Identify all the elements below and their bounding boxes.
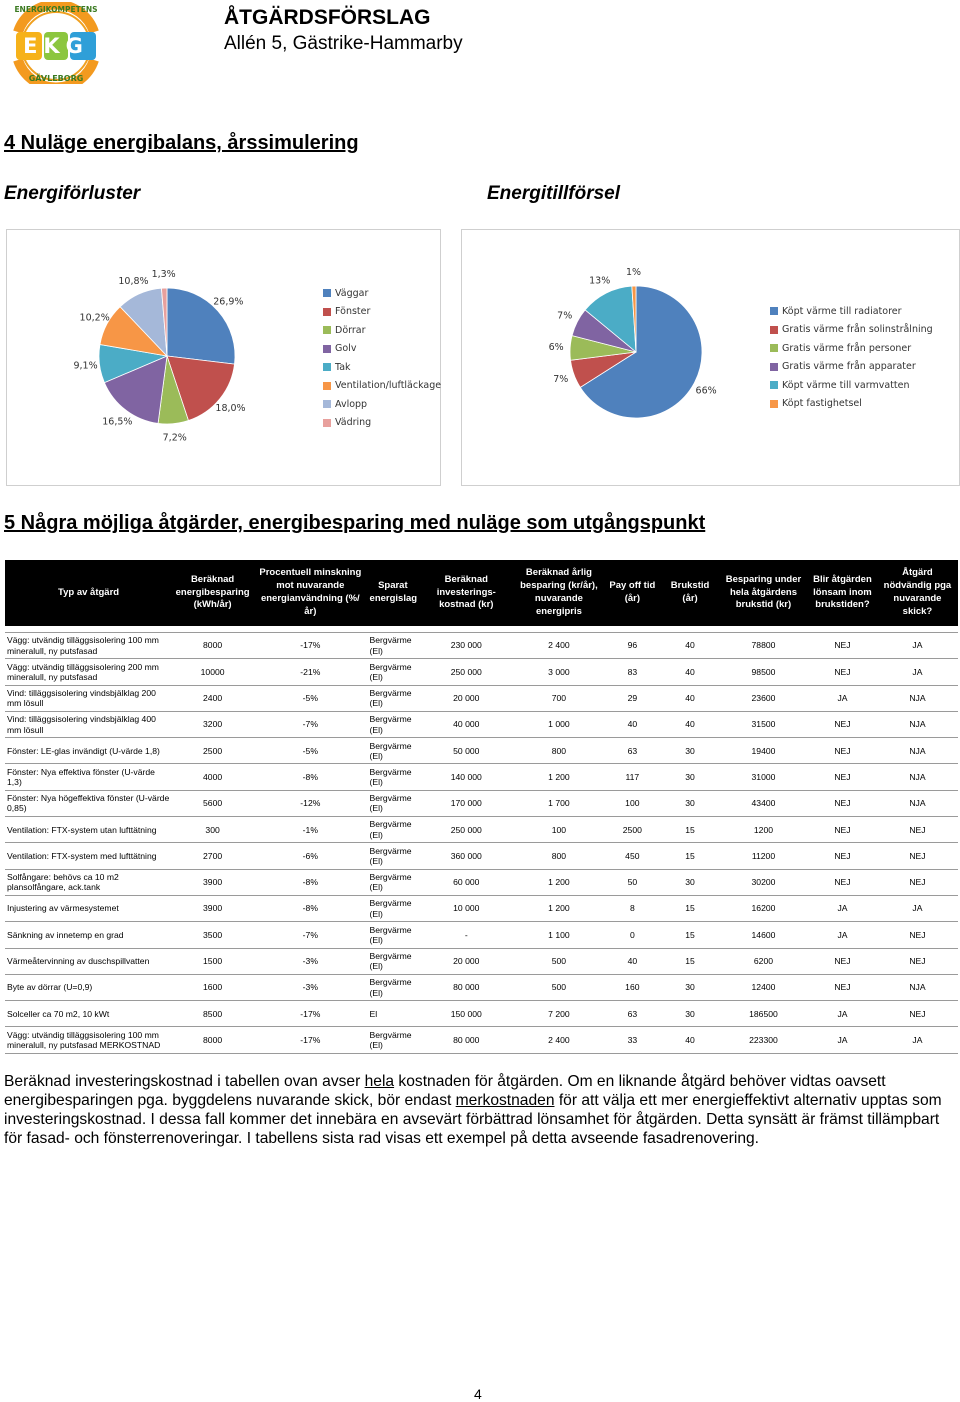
document-subtitle: Allén 5, Gästrike-Hammarby (224, 33, 463, 54)
loss-legend-label-4: Tak (335, 361, 351, 373)
table-cell: 40 (661, 685, 719, 711)
table-row (5, 659, 958, 685)
table-cell: NJA (877, 711, 958, 737)
table-cell: 1 200 (514, 764, 603, 790)
table-cell: 30 (661, 974, 719, 1000)
supply-legend-swatch-4 (770, 381, 778, 389)
table-cell: -3% (253, 948, 367, 974)
table-cell: Bergvärme (El) (368, 922, 419, 948)
table-cell: 20 000 (418, 948, 514, 974)
table-cell: -6% (253, 843, 367, 869)
table-row (5, 948, 958, 974)
table-cell: 40 (661, 711, 719, 737)
table-cell: 3900 (172, 895, 253, 921)
table-cell: - (418, 922, 514, 948)
table-cell: 2500 (172, 738, 253, 764)
table-cell: -5% (253, 685, 367, 711)
table-cell: 250 000 (418, 659, 514, 685)
loss-legend-label-1: Fönster (335, 306, 371, 318)
table-cell: 8500 (172, 1001, 253, 1027)
table-cell: JA (808, 1027, 877, 1053)
table-cell: Fönster: Nya högeffektiva fönster (U-värde 0,85) (5, 790, 172, 816)
table-cell: 96 (603, 633, 661, 659)
supply-legend-swatch-5 (770, 400, 778, 408)
loss-legend-label-7: Vädring (335, 417, 372, 429)
table-cell: 40 (603, 948, 661, 974)
table-cell: 2700 (172, 843, 253, 869)
table-cell: -5% (253, 738, 367, 764)
supply-legend-item-1 (770, 321, 933, 340)
table-cell: 30200 (719, 869, 808, 895)
table-cell: Fönster: Nya effektiva fönster (U-värde 1,3) (5, 764, 172, 790)
table-row (5, 1001, 958, 1027)
table-cell: 23600 (719, 685, 808, 711)
note-text-1: Beräknad investeringskostnad i tabellen ovan avser (4, 1073, 365, 1090)
table-cell: NJA (877, 974, 958, 1000)
table-row (5, 817, 958, 843)
supply-legend-label-1: Gratis värme från solinstrålning (782, 324, 933, 336)
table-cell: 6200 (719, 948, 808, 974)
table-cell: 250 000 (418, 817, 514, 843)
loss-slice-label-2: 7,2% (162, 432, 187, 444)
table-cell: 2500 (603, 817, 661, 843)
table-cell: -17% (253, 633, 367, 659)
table-cell: 40 (661, 633, 719, 659)
table-cell: 1 200 (514, 869, 603, 895)
table-cell: -8% (253, 869, 367, 895)
table-row (5, 843, 958, 869)
table-cell: JA (877, 659, 958, 685)
table-cell: 300 (172, 817, 253, 843)
table-cell: 700 (514, 685, 603, 711)
table-cell: NEJ (808, 764, 877, 790)
table-cell: 30 (661, 1001, 719, 1027)
table-cell: -1% (253, 817, 367, 843)
table-cell: 10000 (172, 659, 253, 685)
table-cell: 500 (514, 974, 603, 1000)
table-cell: 43400 (719, 790, 808, 816)
table-header-5: Beräknad årlig besparing (kr/år), nuvarande energipris (514, 560, 603, 626)
table-header-2: Procentuell minskning mot nuvarande energianvändning (%/år) (253, 560, 367, 626)
table-cell: 31000 (719, 764, 808, 790)
table-cell: 8000 (172, 633, 253, 659)
table-cell: Bergvärme (El) (368, 685, 419, 711)
table-cell: Byte av dörrar (U=0,9) (5, 974, 172, 1000)
supply-legend-swatch-1 (770, 326, 778, 334)
supply-legend-item-2 (770, 339, 933, 358)
table-cell: -17% (253, 1027, 367, 1053)
table-cell: 50 (603, 869, 661, 895)
table-row (5, 895, 958, 921)
loss-legend-swatch-2 (323, 326, 331, 334)
table-cell: 30 (661, 738, 719, 764)
loss-legend-swatch-0 (323, 289, 331, 297)
table-cell: -12% (253, 790, 367, 816)
table-cell: 14600 (719, 922, 808, 948)
supply-legend-item-4 (770, 376, 933, 395)
table-header-row (5, 560, 958, 626)
table-cell: 117 (603, 764, 661, 790)
table-cell: 7 200 (514, 1001, 603, 1027)
supply-legend-item-3 (770, 358, 933, 377)
table-cell: 60 000 (418, 869, 514, 895)
table-cell: 40 (661, 1027, 719, 1053)
table-cell: 450 (603, 843, 661, 869)
loss-legend-swatch-4 (323, 363, 331, 371)
table-cell: JA (877, 633, 958, 659)
table-cell: 30 (661, 790, 719, 816)
table-cell: JA (877, 1027, 958, 1053)
logo-letters: EKG (23, 34, 89, 58)
page-number: 4 (474, 1386, 482, 1402)
loss-legend-item-0 (323, 284, 441, 303)
table-cell: 230 000 (418, 633, 514, 659)
table-cell: NJA (877, 790, 958, 816)
table-cell: 170 000 (418, 790, 514, 816)
loss-legend-label-0: Väggar (335, 287, 369, 299)
table-cell: 98500 (719, 659, 808, 685)
energy-supply-heading: Energitillförsel (487, 183, 621, 204)
table-row (5, 922, 958, 948)
table-cell: 150 000 (418, 1001, 514, 1027)
table-cell: Vägg: utvändig tilläggsisolering 100 mm mineralull, ny putsfasad MERKOSTNAD (5, 1027, 172, 1053)
table-cell: 33 (603, 1027, 661, 1053)
table-cell: NEJ (808, 869, 877, 895)
table-cell: 15 (661, 922, 719, 948)
loss-legend-label-3: Golv (335, 343, 357, 355)
table-row (5, 711, 958, 737)
table-cell: 2400 (172, 685, 253, 711)
table-cell: 140 000 (418, 764, 514, 790)
table-cell: Bergvärme (El) (368, 895, 419, 921)
note-text-2: kostnaden för åtgärden. Om en liknande åtgärd behöver vidtas oavsett energibesparingen pga. byggdelens nuvarande skick, bör endast (4, 1073, 886, 1109)
supply-slice-label-3: 7% (557, 310, 573, 322)
table-row (5, 869, 958, 895)
table-cell: 1 100 (514, 922, 603, 948)
table-cell: 12400 (719, 974, 808, 1000)
table-cell: 31500 (719, 711, 808, 737)
table-cell: 1 200 (514, 895, 603, 921)
table-header-1: Beräknad energibesparing (kWh/år) (172, 560, 253, 626)
table-cell: Vind: tilläggsisolering vindsbjälklag 200 mm lösull (5, 685, 172, 711)
table-cell: 3900 (172, 869, 253, 895)
table-header-9: Blir åtgärden lönsam inom brukstiden? (808, 560, 877, 626)
table-cell: 15 (661, 895, 719, 921)
table-cell: 19400 (719, 738, 808, 764)
table-cell: NEJ (877, 817, 958, 843)
supply-legend-label-2: Gratis värme från personer (782, 342, 912, 354)
table-cell: NJA (877, 764, 958, 790)
table-cell: 63 (603, 738, 661, 764)
table-cell: 0 (603, 922, 661, 948)
table-cell: 15 (661, 948, 719, 974)
table-cell: Ventilation: FTX-system med lufttätning (5, 843, 172, 869)
note-emphasis-1: hela (364, 1073, 395, 1090)
table-cell: NEJ (808, 738, 877, 764)
table-cell: 100 (603, 790, 661, 816)
table-cell: 8 (603, 895, 661, 921)
table-cell: 15 (661, 843, 719, 869)
loss-legend-label-6: Avlopp (335, 398, 368, 410)
table-cell: 78800 (719, 633, 808, 659)
loss-legend-label-5: Ventilation/luftläckage (335, 380, 442, 392)
table-cell: 100 (514, 817, 603, 843)
table-header-3: Sparat energislag (368, 560, 419, 626)
section-4-heading: 4 Nuläge energibalans, årssimulering (4, 132, 359, 154)
table-row (5, 633, 958, 659)
logo-text-bottom: GÄVLEBORG (28, 74, 84, 83)
table-cell: Värmeåtervinning av duschspillvatten (5, 948, 172, 974)
loss-legend-swatch-3 (323, 345, 331, 353)
supply-legend-item-5 (770, 395, 933, 414)
table-cell: 15 (661, 817, 719, 843)
table-cell: JA (808, 685, 877, 711)
table-cell: Bergvärme (El) (368, 948, 419, 974)
loss-slice-label-5: 10,2% (79, 312, 110, 324)
table-row (5, 685, 958, 711)
table-cell: 1 700 (514, 790, 603, 816)
table-cell: 20 000 (418, 685, 514, 711)
table-cell: 40 000 (418, 711, 514, 737)
table-cell: 30 (661, 869, 719, 895)
table-cell: NEJ (877, 948, 958, 974)
supply-slice-label-5: 1% (625, 267, 642, 279)
energy-supply-pie-chart (461, 229, 960, 486)
loss-legend-item-3 (323, 340, 441, 359)
table-cell: 223300 (719, 1027, 808, 1053)
table-cell: 11200 (719, 843, 808, 869)
table-cell: Fönster: LE-glas invändigt (U-värde 1,8) (5, 738, 172, 764)
table-row (5, 764, 958, 790)
table-header-7: Brukstid (år) (661, 560, 719, 626)
table-cell: NEJ (808, 711, 877, 737)
table-cell: 2 400 (514, 1027, 603, 1053)
table-cell: Bergvärme (El) (368, 843, 419, 869)
supply-slice-label-0: 66% (695, 385, 717, 397)
table-cell: 1500 (172, 948, 253, 974)
table-cell: 8000 (172, 1027, 253, 1053)
table-cell: 4000 (172, 764, 253, 790)
supply-legend-label-0: Köpt värme till radiatorer (782, 305, 902, 317)
table-cell: 3 000 (514, 659, 603, 685)
table-cell: 5600 (172, 790, 253, 816)
table-cell: 160 (603, 974, 661, 1000)
table-cell: 40 (661, 659, 719, 685)
table-cell: -7% (253, 711, 367, 737)
table-cell: Sänkning av innetemp en grad (5, 922, 172, 948)
loss-slice-label-4: 9,1% (73, 360, 98, 372)
table-cell: -8% (253, 764, 367, 790)
table-cell: NEJ (808, 790, 877, 816)
table-cell: NEJ (877, 869, 958, 895)
loss-legend-item-6 (323, 395, 441, 414)
energy-loss-legend (323, 284, 441, 432)
table-cell: Bergvärme (El) (368, 869, 419, 895)
table-cell: Vind: tilläggsisolering vindsbjälklag 400 mm lösull (5, 711, 172, 737)
loss-slice-label-3: 16,5% (102, 416, 133, 428)
supply-legend-swatch-2 (770, 344, 778, 352)
table-cell: 50 000 (418, 738, 514, 764)
investment-note (4, 1072, 958, 1148)
supply-legend-item-0 (770, 302, 933, 321)
supply-slice-label-4: 13% (589, 275, 611, 287)
table-cell: -21% (253, 659, 367, 685)
table-cell: JA (808, 895, 877, 921)
table-cell: 500 (514, 948, 603, 974)
table-cell: NEJ (877, 843, 958, 869)
document-title: ÅTGÄRDSFÖRSLAG (224, 6, 431, 29)
table-cell: 29 (603, 685, 661, 711)
table-cell: Bergvärme (El) (368, 817, 419, 843)
table-row (5, 974, 958, 1000)
energy-loss-heading: Energiförluster (4, 183, 141, 204)
table-cell: NJA (877, 738, 958, 764)
table-cell: 80 000 (418, 1027, 514, 1053)
loss-legend-label-2: Dörrar (335, 324, 366, 336)
loss-legend-item-2 (323, 321, 441, 340)
note-emphasis-2: merkostnaden (455, 1092, 555, 1109)
table-cell: -17% (253, 1001, 367, 1027)
supply-slice-label-1: 7% (553, 374, 569, 386)
loss-slice-label-6: 10,8% (118, 276, 149, 288)
table-cell: 1600 (172, 974, 253, 1000)
table-cell: NEJ (808, 974, 877, 1000)
supply-legend-label-3: Gratis värme från apparater (782, 361, 916, 373)
table-cell: 40 (603, 711, 661, 737)
table-cell: 3500 (172, 922, 253, 948)
table-cell: 83 (603, 659, 661, 685)
supply-legend-label-5: Köpt fastighetsel (782, 398, 862, 410)
table-cell: NEJ (808, 948, 877, 974)
loss-legend-swatch-6 (323, 400, 331, 408)
loss-legend-item-4 (323, 358, 441, 377)
table-cell: JA (808, 1001, 877, 1027)
table-row (5, 1027, 958, 1053)
table-cell: 63 (603, 1001, 661, 1027)
table-cell: El (368, 1001, 419, 1027)
table-cell: Solfångare: behövs ca 10 m2 plansolfångare, ack.tank (5, 869, 172, 895)
table-cell: Ventilation: FTX-system utan lufttätning (5, 817, 172, 843)
table-cell: 16200 (719, 895, 808, 921)
table-cell: Bergvärme (El) (368, 711, 419, 737)
table-cell: 2 400 (514, 633, 603, 659)
table-cell: 800 (514, 843, 603, 869)
energy-loss-pie-chart (6, 229, 441, 486)
table-cell: Bergvärme (El) (368, 764, 419, 790)
table-header-0: Typ av åtgärd (5, 560, 172, 626)
table-cell: 3200 (172, 711, 253, 737)
table-cell: NEJ (877, 1001, 958, 1027)
table-cell: NEJ (808, 817, 877, 843)
note-text-3: för att välja ett mer energieffektivt alternativ upptas som investeringskostnad. I dessa fall kommer det innebära en avsevärt förbättrad lönsamhet för åtgärden. Detta synsätt är främst tillämpbart för fasad- och fönsterrenoveringar. I tabellens sista rad visas ett exempel på detta avseende fasadrenovering. (4, 1092, 942, 1147)
loss-legend-swatch-5 (323, 382, 331, 390)
supply-legend-label-4: Köpt värme till varmvatten (782, 379, 910, 391)
section-5-heading: 5 Några möjliga åtgärder, energibesparing med nuläge som utgångspunkt (4, 512, 706, 534)
table-cell: NEJ (877, 922, 958, 948)
loss-legend-item-1 (323, 303, 441, 322)
table-cell: Bergvärme (El) (368, 1027, 419, 1053)
table-cell: Bergvärme (El) (368, 790, 419, 816)
table-cell: Bergvärme (El) (368, 738, 419, 764)
table-cell: Injustering av värmesystemet (5, 895, 172, 921)
table-cell: Vägg: utvändig tilläggsisolering 100 mm mineralull, ny putsfasad (5, 633, 172, 659)
supply-legend-swatch-3 (770, 363, 778, 371)
loss-slice-label-1: 18,0% (215, 402, 246, 414)
table-cell: 30 (661, 764, 719, 790)
ekg-logo (4, 2, 108, 84)
supply-legend-swatch-0 (770, 307, 778, 315)
table-cell: JA (808, 922, 877, 948)
table-cell: Bergvärme (El) (368, 633, 419, 659)
table-cell: Solceller ca 70 m2, 10 kWt (5, 1001, 172, 1027)
loss-legend-swatch-1 (323, 308, 331, 316)
table-cell: NEJ (808, 659, 877, 685)
table-cell: NEJ (808, 843, 877, 869)
loss-legend-item-5 (323, 377, 441, 396)
table-cell: 1 000 (514, 711, 603, 737)
table-header-4: Beräknad investerings-kostnad (kr) (418, 560, 514, 626)
table-cell: 10 000 (418, 895, 514, 921)
table-cell: Bergvärme (El) (368, 659, 419, 685)
logo-text-top: ENERGIKOMPETENS (14, 5, 98, 14)
table-header-8: Besparing under hela åtgärdens brukstid (kr) (719, 560, 808, 626)
table-header-10: Åtgärd nödvändig pga nuvarande skick? (877, 560, 958, 626)
table-cell: JA (877, 895, 958, 921)
loss-slice-label-0: 26,9% (213, 296, 244, 308)
table-row (5, 790, 958, 816)
table-cell: NEJ (808, 633, 877, 659)
table-cell: -7% (253, 922, 367, 948)
table-cell: 1200 (719, 817, 808, 843)
measures-table (5, 560, 958, 1054)
table-cell: 80 000 (418, 974, 514, 1000)
table-header-6: Pay off tid (år) (603, 560, 661, 626)
loss-legend-item-7 (323, 414, 441, 433)
table-cell: Vägg: utvändig tilläggsisolering 200 mm mineralull, ny putsfasad (5, 659, 172, 685)
loss-slice-label-7: 1,3% (151, 269, 176, 281)
loss-legend-swatch-7 (323, 419, 331, 427)
table-row (5, 738, 958, 764)
table-cell: -8% (253, 895, 367, 921)
table-cell: 186500 (719, 1001, 808, 1027)
table-cell: Bergvärme (El) (368, 974, 419, 1000)
table-cell: NJA (877, 685, 958, 711)
table-cell: 360 000 (418, 843, 514, 869)
table-cell: 800 (514, 738, 603, 764)
energy-supply-legend (770, 302, 933, 413)
table-cell: -3% (253, 974, 367, 1000)
supply-slice-label-2: 6% (548, 341, 564, 353)
